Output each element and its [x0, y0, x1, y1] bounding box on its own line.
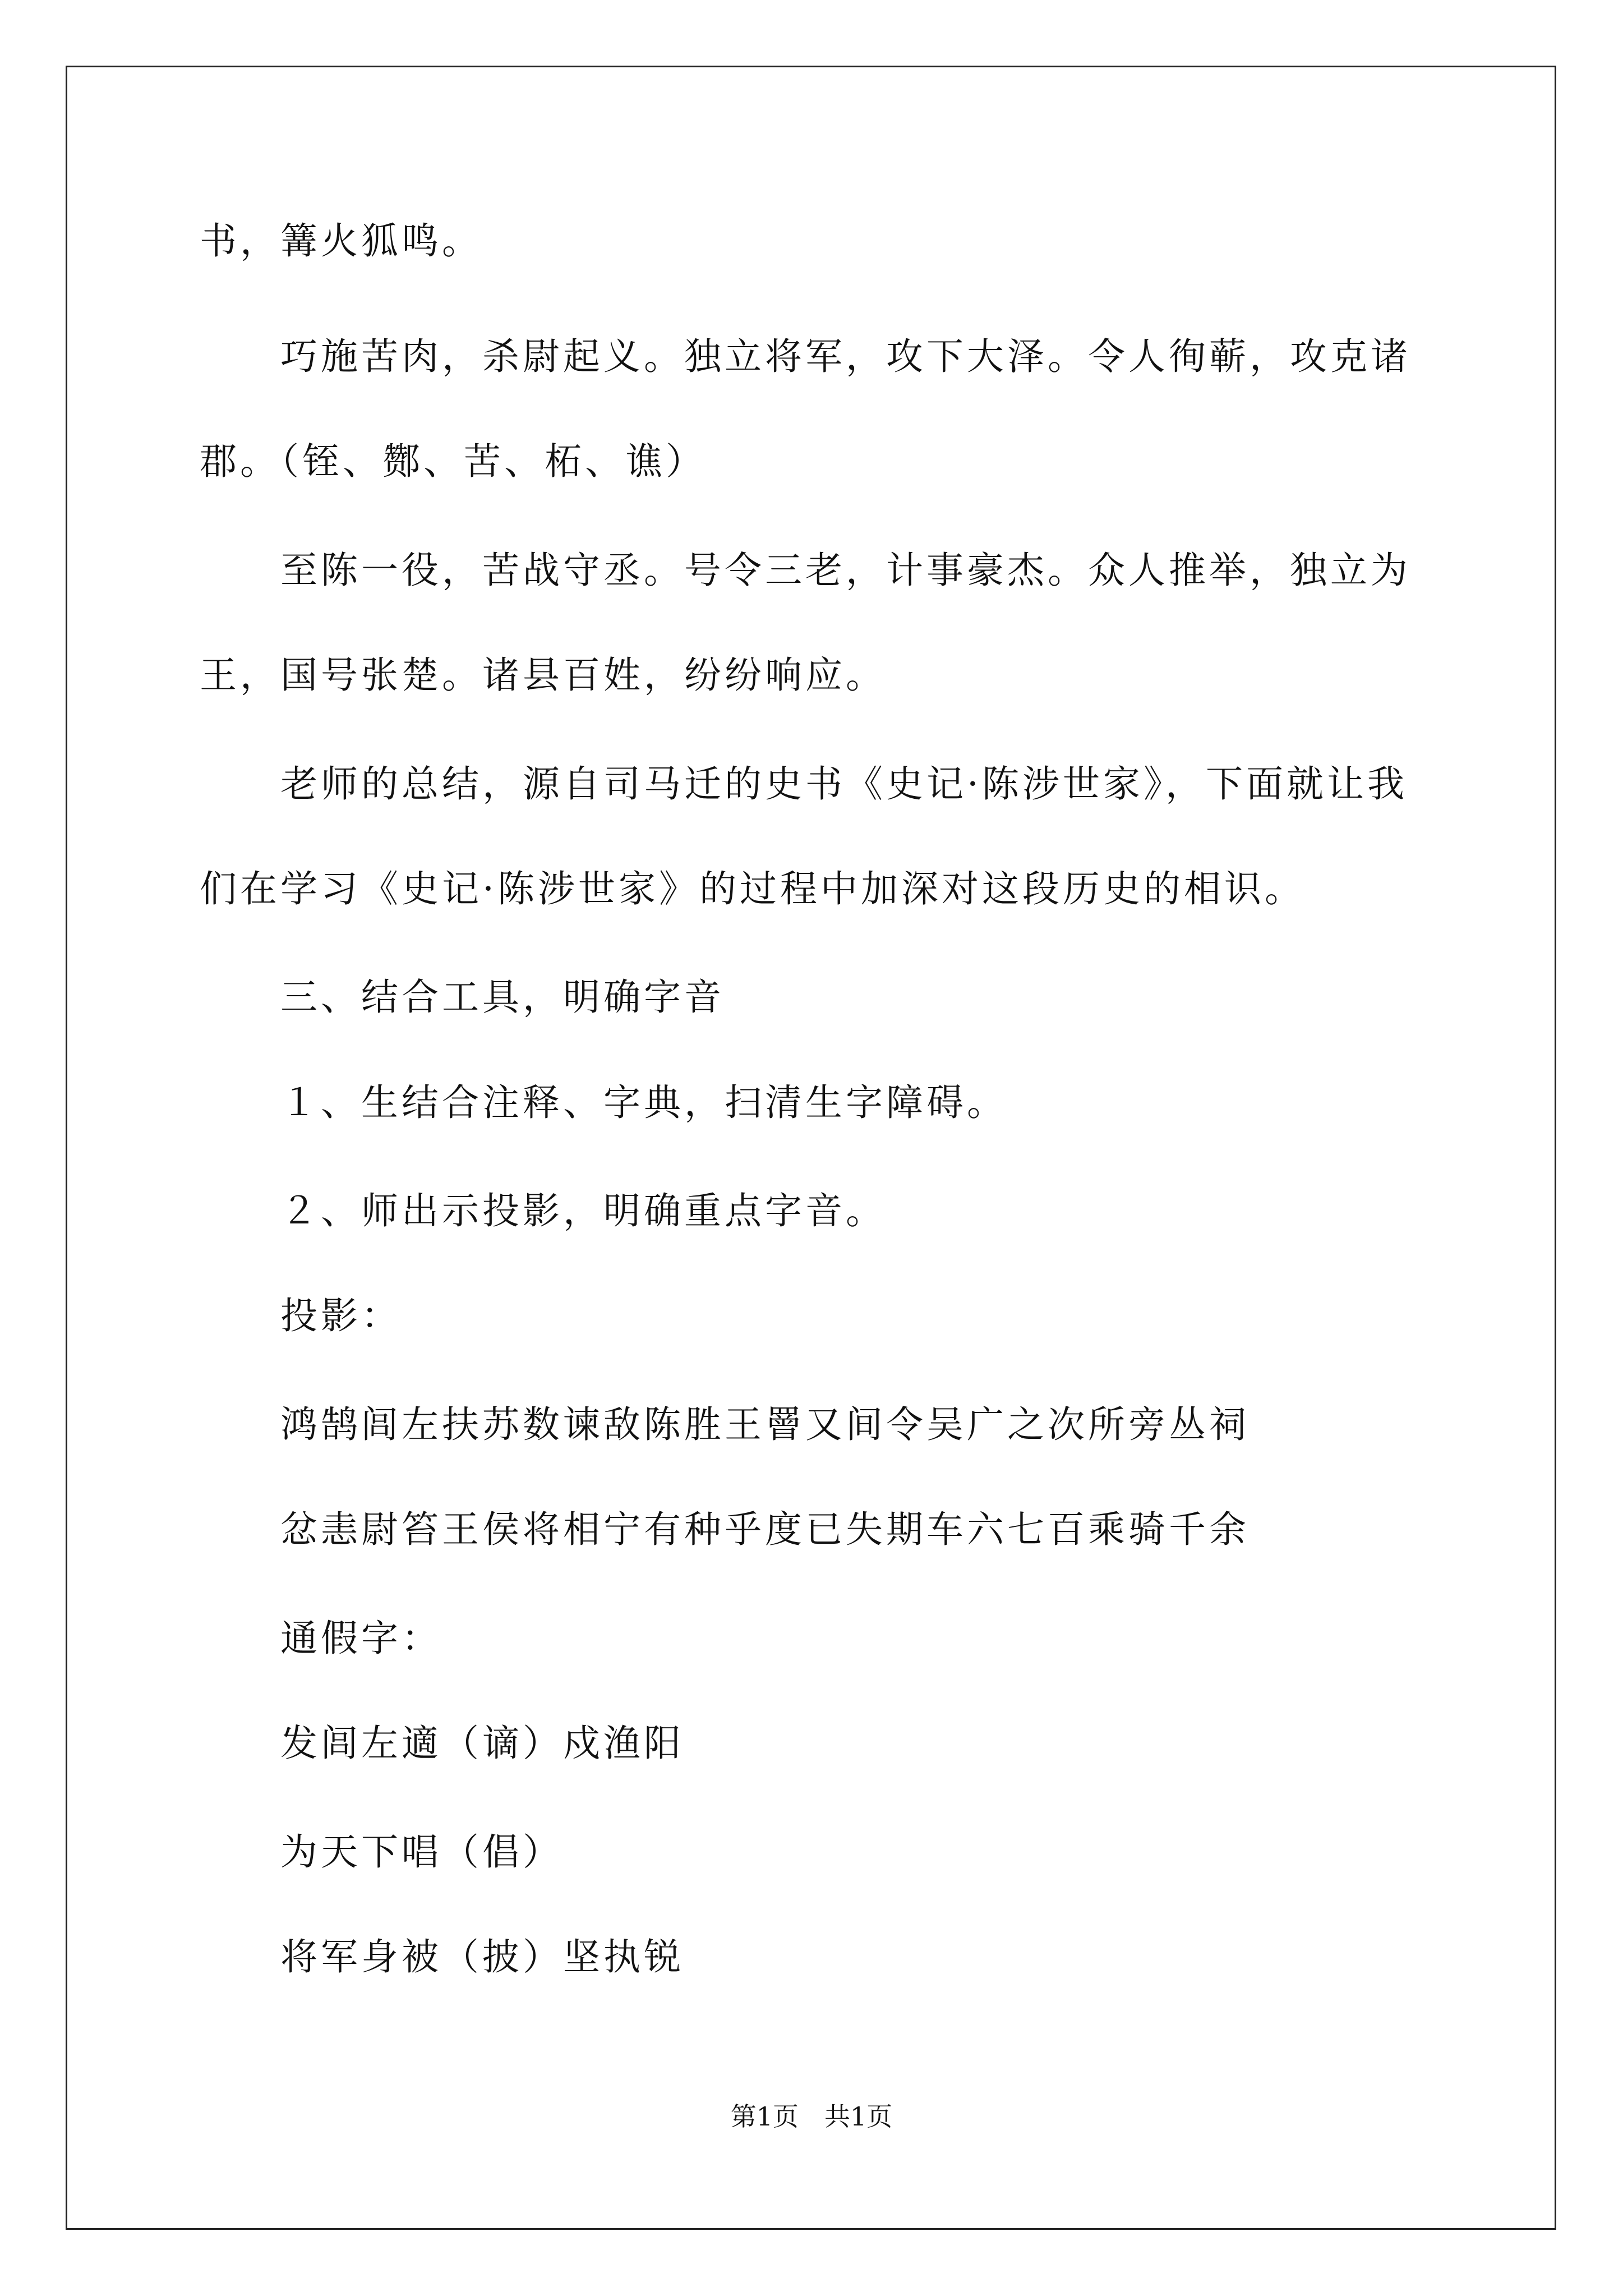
text-line: 投影：	[280, 1294, 402, 1337]
page-number: 第1页 共1页	[730, 2101, 893, 2132]
text-line: 郡。（铚、酂、苦、柘、谯）	[200, 440, 706, 483]
text-line: 王，国号张楚。诸县百姓，纷纷响应。	[200, 654, 886, 697]
text-line: 巧施苦肉，杀尉起义。独立将军，攻下大泽。令人徇蕲，攻克诸	[280, 335, 1411, 378]
text-line: 书，篝火狐鸣。	[200, 219, 482, 263]
text-line: 发闾左適（谪）戍渔阳	[280, 1722, 684, 1765]
text-line: 将军身被（披）坚执锐	[280, 1935, 684, 1978]
text-line: 为天下唱（倡）	[280, 1830, 563, 1874]
text-line: 们在学习《史记·陈涉世家》的过程中加深对这段历史的相识。	[200, 867, 1305, 910]
text-line: 忿恚尉笞王侯将相宁有种乎度已失期车六七百乘骑千余	[280, 1508, 1249, 1551]
text-line: 鸿鹄闾左扶苏数谏敌陈胜王罾又间令吴广之次所旁丛祠	[280, 1403, 1249, 1446]
text-line: 通假字：	[280, 1617, 442, 1660]
text-line: ２、师出示投影，明确重点字音。	[280, 1189, 886, 1232]
text-line: １、生结合注释、字典，扫清生字障碍。	[280, 1081, 1007, 1124]
text-line: 至陈一役，苦战守丞。号令三老，计事豪杰。众人推举，独立为	[280, 549, 1411, 592]
page-border	[66, 66, 1556, 2230]
section-heading: 三、结合工具，明确字音	[280, 976, 725, 1019]
text-line: 老师的总结，源自司马迁的史书《史记·陈涉世家》，下面就让我	[280, 762, 1408, 806]
